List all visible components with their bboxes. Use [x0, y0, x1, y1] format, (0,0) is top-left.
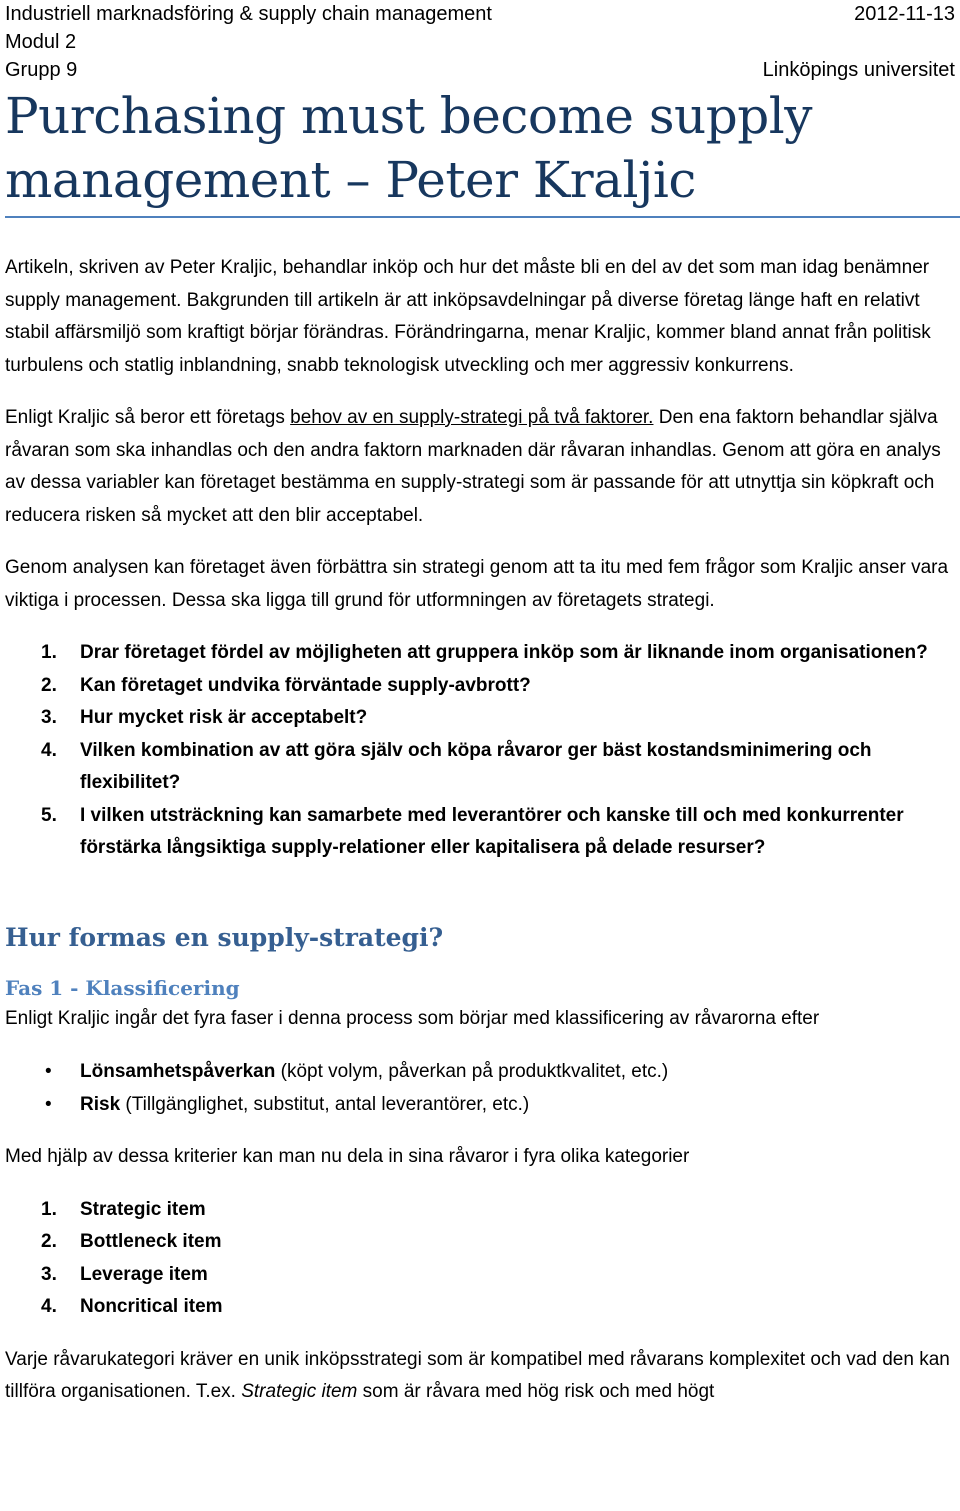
underlined-phrase: behov av en supply-strategi på två faktorer. — [290, 407, 654, 428]
document-page — [5, 0, 955, 1409]
subsection-heading: Fas 1 - Klassificering — [5, 975, 240, 1000]
list-item: 1. Strategic item — [41, 1198, 206, 1220]
questions-list — [5, 637, 955, 865]
course-name: Industriell marknadsföring & supply chain management — [5, 3, 492, 25]
criteria-list — [5, 1055, 955, 1121]
bullet-icon: • — [45, 1061, 52, 1082]
list-item: 2. Kan företaget undvika förväntade supply-avbrott? — [41, 674, 531, 696]
paragraph-intro: Artikeln, skriven av Peter Kraljic, behandlar inköp och hur det måste bli en del av det som man idag benämner supply management. Bakgrunden till artikeln är att inköpsavdelningar på diverse företag länge haft en relativt stabil affärsmiljö som kraftigt börjar förändras. Förändringarna, menar Kraljic, kommer bland annat från politisk turbulens och statlig inblandning, snabb teknologisk utveckling och mer aggressiv konkurrens. — [5, 257, 931, 376]
running-header — [5, 0, 955, 28]
paragraph-analysis: Genom analysen kan företaget även förbättra sin strategi genom att ta itu med fem frågor som Kraljic anser vara viktiga i processen. Dessa ska ligga till grund för utformningen av företagets strategi. — [5, 557, 949, 611]
list-item: • Risk (Tillgänglighet, substitut, antal leverantörer, etc.) — [5, 1088, 955, 1121]
list-item: 3. Leverage item — [41, 1263, 208, 1285]
list-item: 1. Drar företaget fördel av möjligheten att gruppera inköp som är liknande inom organisationen? — [41, 642, 928, 663]
paragraph-categories: Med hjälp av dessa kriterier kan man nu dela in sina råvaror i fyra olika kategorier — [5, 1146, 690, 1167]
document-title: Purchasing must become supply management – Peter Kraljic — [5, 87, 812, 209]
paragraph-phases: Enligt Kraljic ingår det fyra faser i denna process som börjar med klassificering av råvarorna efter — [5, 1007, 820, 1029]
list-item: 4. Noncritical item — [41, 1296, 223, 1317]
list-item: 2. Bottleneck item — [41, 1231, 222, 1252]
paragraph-factors: Enligt Kraljic så beror ett företags behov av en supply-strategi på två faktorer. Den ena faktorn behandlar själva råvaran som ska inhandlas och den andra faktorn marknaden där råvaran inhandlas. Genom att göra en analys av dessa variabler kan företaget bestämma en supply-strategi som är passande för att utnyttja sin köpkraft och reducera risken så mycket att den blir acceptabel. — [5, 407, 941, 526]
list-item: 3. Hur mycket risk är acceptabelt? — [41, 707, 368, 728]
module-label: Modul 2 — [5, 31, 77, 53]
group-label: Grupp 9 — [5, 59, 78, 81]
header-date: 2012-11-13 — [854, 3, 955, 25]
list-item: • Lönsamhetspåverkan (köpt volym, påverkan på produktkvalitet, etc.) — [5, 1055, 955, 1088]
bullet-icon: • — [45, 1094, 52, 1115]
section-heading: Hur formas en supply-strategi? — [5, 922, 444, 952]
list-item: 5. I vilken utsträckning kan samarbete med leverantörer och kanske till och med konkurrenter förstärka långsiktiga supply-relationer eller kapitalisera på delade resurser? — [41, 804, 904, 858]
university-label: Linköpings universitet — [762, 59, 955, 81]
paragraph-strategy: Varje råvarukategori kräver en unik inköpsstrategi som är kompatibel med råvarans komplexitet och vad den kan tillföra organisationen. T.ex. Strategic item som är råvara med hög risk och med högt — [5, 1348, 950, 1402]
categories-list — [5, 1194, 955, 1324]
list-item: 4. Vilken kombination av att göra själv och köpa råvaror ger bäst kostandsminimering och flexibilitet? — [41, 739, 872, 793]
